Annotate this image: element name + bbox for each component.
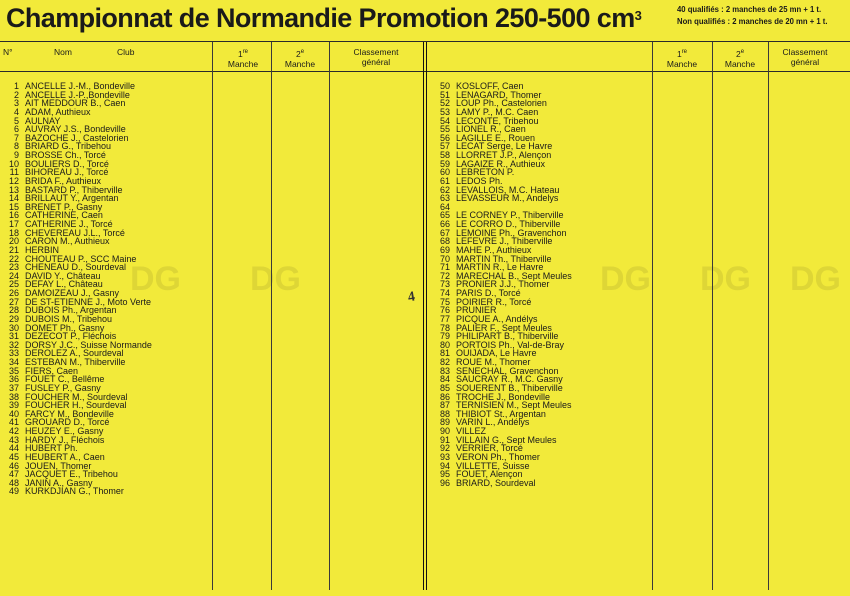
entrant-number: 57	[439, 141, 450, 152]
entrant-name: ROUE M., Thomer	[456, 357, 531, 367]
entrant-row	[5, 487, 210, 496]
entrant-number: 34	[8, 357, 19, 367]
entrant-name: VARIN L., Andélys	[456, 417, 530, 428]
entrant-name: DEROLEZ A., Sourdeval	[25, 348, 124, 359]
entrant-row	[430, 479, 650, 488]
entrant-number: 73	[439, 279, 450, 290]
entrant-list-right	[430, 82, 650, 487]
entrant-number: 87	[439, 400, 450, 411]
entrant-number: 72	[439, 270, 450, 281]
entrant-number: 96	[439, 477, 450, 488]
header-manche-1-num: 1	[237, 48, 243, 59]
entrant-number: 10	[8, 158, 19, 169]
entrant-number: 41	[8, 417, 19, 428]
entrant-name: BRILLAUT Y., Argentan	[25, 193, 119, 204]
qualification-line: Non qualifiés : 2 manches de 20 mn + 1 t.	[677, 15, 828, 26]
entrant-number: 32	[8, 339, 19, 350]
entrant-number: 89	[439, 417, 450, 428]
entrant-number: 78	[439, 322, 450, 333]
entrant-number: 58	[439, 150, 450, 160]
entrant-number: 50	[439, 81, 450, 91]
entrant-number: 29	[8, 313, 19, 324]
center-divider	[426, 42, 427, 590]
entrant-name: BROSSE Ch., Torcé	[25, 150, 106, 160]
entrant-name: MAHE P., Authieux	[456, 244, 532, 255]
entrant-number: 76	[439, 305, 450, 316]
header-no: N°	[3, 47, 13, 57]
entrant-name: LE CORNEY P., Thiberville	[456, 210, 564, 221]
entrant-number: 33	[8, 348, 19, 359]
entrant-name: CHEVEREAU J.L., Torcé	[25, 227, 125, 238]
header-classement-a: Classement	[782, 47, 828, 57]
header-manche-2-sup: e	[300, 49, 305, 55]
entrant-name: LEBRETON P.	[456, 167, 515, 178]
header-classement-right	[770, 47, 840, 67]
entrant-name: JANIN A., Gasny	[25, 477, 93, 488]
entrant-number: 1	[13, 81, 19, 91]
header-manche-1-sup: re	[681, 49, 688, 55]
entrant-number: 5	[13, 115, 19, 126]
entrant-name: CARON M., Authieux	[25, 236, 110, 247]
entrant-name: KOSLOFF, Caen	[456, 81, 524, 91]
header-manche-2-sup: e	[740, 49, 745, 55]
entrant-name: HEUBERT A., Caen	[25, 451, 105, 462]
entrant-number: 66	[439, 219, 450, 229]
entrant-name: AULNAY	[25, 115, 61, 126]
entrant-number: 51	[439, 89, 450, 100]
header-manche-2-label: Manche	[724, 58, 756, 69]
entrant-number: 27	[8, 296, 19, 307]
header-manche-1	[216, 47, 270, 69]
entrant-number: 81	[439, 348, 450, 359]
entrant-name: ADAM, Authieux	[25, 106, 91, 117]
entrant-name: CATHERINE J., Torcé	[25, 219, 113, 229]
entrant-name: DOMET Ph., Gasny	[25, 322, 105, 333]
watermark-text: DG	[600, 260, 651, 298]
entrant-number: 93	[439, 451, 450, 462]
entrant-number: 46	[8, 460, 19, 471]
entrant-name: BRIARD G., Tribehou	[25, 141, 112, 152]
entrant-number: 23	[8, 262, 19, 273]
watermark-text: DG	[130, 260, 181, 298]
entrant-number: 91	[439, 434, 450, 445]
entrant-number: 86	[439, 391, 450, 402]
entrant-name: DAMOIZEAU J., Gasny	[25, 288, 120, 298]
header-classement-b: général	[790, 57, 820, 67]
entrant-number: 25	[8, 279, 19, 290]
entrant-name: PICQUE A., Andélys	[456, 313, 538, 324]
entrant-name: FOUET, Alençon	[456, 469, 523, 480]
header-top-rule	[0, 41, 850, 42]
header-manche-1-right	[655, 47, 709, 69]
entrant-number: 75	[439, 296, 450, 307]
entrant-number: 39	[8, 400, 19, 411]
entrant-number: 62	[439, 184, 450, 195]
entrant-number: 74	[439, 288, 450, 298]
entrant-number: 79	[439, 331, 450, 342]
entrant-number: 45	[8, 451, 19, 462]
entrant-number: 53	[439, 106, 450, 117]
entrant-name: VERON Ph., Thomer	[456, 451, 540, 462]
column-divider	[212, 42, 213, 590]
entrant-number: 90	[439, 426, 450, 436]
entrant-number: 48	[8, 477, 19, 488]
entrant-number: 18	[8, 227, 19, 238]
entrant-number: 47	[8, 469, 19, 480]
column-divider	[271, 42, 272, 590]
entrant-name: HUBERT Ph.	[25, 443, 78, 454]
entrant-number: 67	[439, 227, 450, 238]
entrant-name: DUBOIS M., Tribehou	[25, 313, 113, 324]
entrant-number: 92	[439, 443, 450, 454]
entrant-name: VILLETTE, Suisse	[456, 460, 530, 471]
header-manche-1-label: Manche	[227, 58, 259, 69]
entrant-number: 71	[439, 262, 450, 273]
header-manche-1-label: Manche	[666, 58, 698, 69]
header-manche-2	[273, 47, 327, 69]
entrant-name: VERRIER, Torcé	[456, 443, 523, 454]
entrant-number: 52	[439, 98, 450, 109]
entrant-list-left	[5, 82, 210, 496]
entrant-number: 28	[8, 305, 19, 316]
entrant-number: 84	[439, 374, 450, 385]
handwritten-mark: 4	[406, 289, 417, 306]
header-manche-1-sup: re	[242, 49, 249, 55]
entrant-name: DE ST-ETIENNE J., Moto Verte	[25, 296, 152, 307]
entrant-number: 8	[13, 141, 19, 152]
entrant-name: POIRIER R., Torcé	[456, 296, 532, 307]
entrant-name: MARTIN Th., Thiberville	[456, 253, 552, 264]
watermark-text: DG	[790, 260, 841, 298]
entrant-name: ANCELLE J.-M., Bondeville	[25, 81, 136, 91]
entrant-name: LEFEVRE J., Thiberville	[456, 236, 553, 247]
entrant-number: 88	[439, 408, 450, 419]
entrant-number: 6	[13, 124, 19, 135]
entrant-name: LENAGARD, Thomer	[456, 89, 542, 100]
entrant-name: GROUARD D., Torcé	[25, 417, 110, 428]
entrant-name: ESTEBAN M., Thiberville	[25, 357, 126, 367]
entrant-number: 16	[8, 210, 19, 221]
entrant-name: OUIJADA, Le Havre	[456, 348, 537, 359]
header-club: Club	[117, 47, 135, 57]
entrant-number: 44	[8, 443, 19, 454]
entrant-number: 42	[8, 426, 19, 436]
entrant-name: LEDOS Ph.	[456, 175, 503, 186]
entrant-name: VILLEZ	[456, 426, 487, 436]
entrant-row	[430, 194, 650, 203]
page-title	[6, 3, 641, 33]
entrant-name: LEVALLOIS, M.C. Hateau	[456, 184, 560, 195]
header-bottom-rule	[0, 71, 850, 72]
entrant-number: 69	[439, 244, 450, 255]
entrant-number: 24	[8, 270, 19, 281]
column-divider	[712, 42, 713, 590]
entrant-name: LECONTE, Tribehou	[456, 115, 539, 126]
entrant-name: CHOUTEAU P., SCC Maine	[25, 253, 137, 264]
entrant-name: LAGILLE E., Rouen	[456, 132, 536, 143]
entrant-name: DEFAY L., Château	[25, 279, 103, 290]
entrant-number: 9	[13, 150, 19, 160]
entrant-name: KURKDJIAN G., Thomer	[25, 486, 124, 497]
entrant-number: 31	[8, 331, 19, 342]
entrant-name: VILLAIN G., Sept Meules	[456, 434, 557, 445]
entrant-name: BRENET P., Gasny	[25, 201, 103, 212]
entrant-number: 13	[8, 184, 19, 195]
entrant-name: AIT MEDDOUR B., Caen	[25, 98, 126, 109]
entrant-number: 4	[13, 106, 19, 117]
entrant-number: 38	[8, 391, 19, 402]
entrant-number: 85	[439, 382, 450, 393]
entrant-number: 82	[439, 357, 450, 367]
entrant-name: BRIDA F., Authieux	[25, 175, 102, 186]
watermark-text: DG	[700, 260, 751, 298]
entrant-number: 35	[8, 365, 19, 376]
entrant-name: FUSLEY P., Gasny	[25, 382, 101, 393]
entrant-name: AUVRAY J.S., Bondeville	[25, 124, 126, 135]
entrant-number: 56	[439, 132, 450, 143]
entrant-name: LAMY P., M.C. Caen	[456, 106, 539, 117]
entrant-name: JOUEN, Thomer	[25, 460, 92, 471]
entrant-name: LIONEL R., Caen	[456, 124, 526, 135]
header-manche-2-num: 2	[295, 48, 301, 59]
entrant-number: 55	[439, 124, 450, 135]
entrant-number: 95	[439, 469, 450, 480]
page-title-text: Championnat de Normandie Promotion 250-500 cm	[6, 3, 635, 33]
entrant-name: FIERS, Caen	[25, 365, 79, 376]
entrant-number: 14	[8, 193, 19, 204]
entrant-name: HERBIN	[25, 244, 60, 255]
header-manche-2-right	[713, 47, 767, 69]
watermark-text: DG	[250, 260, 301, 298]
entrant-name: FARCY M., Bondeville	[25, 408, 114, 419]
entrant-name: THIBIOT St., Argentan	[456, 408, 546, 419]
entrant-name: HEUZEY E., Gasny	[25, 426, 104, 436]
entrant-number: 7	[13, 132, 19, 143]
entrant-name: ANCELLE J.-P.,Bondeville	[25, 89, 130, 100]
header-classement	[331, 47, 421, 67]
header-classement-a: Classement	[353, 47, 399, 57]
qualification-note	[677, 4, 828, 27]
title-superscript: 3	[634, 8, 642, 23]
entrant-name: PALIER F., Sept Meules	[456, 322, 552, 333]
entrant-name: TERNISIEN M., Sept Meules	[456, 400, 572, 411]
qualification-line: 40 qualifiés : 2 manches de 25 mn + 1 t.	[677, 4, 822, 14]
entrant-name: PARIS D., Torcé	[456, 288, 521, 298]
header-nom: Nom	[54, 47, 72, 57]
entrant-name: FOUCHER M., Sourdeval	[25, 391, 128, 402]
entrant-number: 20	[8, 236, 19, 247]
entrant-name: LECAT Serge, Le Havre	[456, 141, 553, 152]
entrant-number: 2	[13, 89, 19, 100]
entrant-name: HARDY J., Fléchois	[25, 434, 105, 445]
entrant-number: 80	[439, 339, 450, 350]
entrant-name: PHILIPART B., Thiberville	[456, 331, 559, 342]
entrant-name: BOULIERS D., Torcé	[25, 158, 109, 169]
entrant-number: 12	[8, 175, 19, 186]
entrant-number: 60	[439, 167, 450, 178]
entrant-name: MARECHAL B., Sept Meules	[456, 270, 572, 281]
entrant-name: PRUNIER	[456, 305, 497, 316]
entrant-name: LEVASSEUR M., Andelys	[456, 193, 559, 204]
entrant-number: 70	[439, 253, 450, 264]
entrant-number: 54	[439, 115, 450, 126]
entrant-name: LEMOINE Ph., Gravenchon	[456, 227, 567, 238]
header-manche-2-num: 2	[735, 48, 741, 59]
entrant-name: JACQUET E., Tribehou	[25, 469, 118, 480]
entrant-name: SAUCRAY R., M.C. Gasny	[456, 374, 563, 385]
entrant-number: 83	[439, 365, 450, 376]
column-divider	[329, 42, 330, 590]
entrant-number: 15	[8, 201, 19, 212]
entrant-name: CHENEAU D., Sourdeval	[25, 262, 127, 273]
header-classement-b: général	[361, 57, 391, 67]
column-divider	[768, 42, 769, 590]
entrant-number: 17	[8, 219, 19, 229]
entrant-number: 21	[8, 244, 19, 255]
entrant-number: 37	[8, 382, 19, 393]
entrant-name: DUBOIS Ph., Argentan	[25, 305, 117, 316]
entrant-number: 26	[8, 288, 19, 298]
column-divider	[652, 42, 653, 590]
entrant-name: FOUCHER H., Sourdeval	[25, 400, 127, 411]
entrant-number: 30	[8, 322, 19, 333]
entrant-number: 3	[13, 98, 19, 109]
entrant-name: DORSY J.C., Suisse Normande	[25, 339, 152, 350]
entrant-name: TROCHE J., Bondeville	[456, 391, 551, 402]
entrant-number: 61	[439, 175, 450, 186]
entrant-name: SENECHAL, Gravenchon	[456, 365, 559, 376]
entrant-name: BIHOREAU J., Torcé	[25, 167, 109, 178]
entrant-number: 77	[439, 313, 450, 324]
entrant-number: 40	[8, 408, 19, 419]
entrant-name: BRIARD, Sourdeval	[456, 477, 536, 488]
entrant-name: DEZECOT P., Fléchois	[25, 331, 117, 342]
entrant-number: 64	[439, 201, 450, 212]
entrant-name: CATHERINE, Caen	[25, 210, 103, 221]
header-manche-1-num: 1	[676, 48, 682, 59]
entrant-number: 68	[439, 236, 450, 247]
entrant-name: LAGAIZE R., Authieux	[456, 158, 546, 169]
entrant-name: SOUERENT B., Thiberville	[456, 382, 563, 393]
entrant-name: PRONIER J.J., Thomer	[456, 279, 550, 290]
entrant-name: BASTARD P., Thiberville	[25, 184, 123, 195]
entrant-name: MARTIN R., Le Havre	[456, 262, 544, 273]
entrant-name: LE CORRO D., Thiberville	[456, 219, 561, 229]
header-manche-2-label: Manche	[284, 58, 316, 69]
entrant-number: 94	[439, 460, 450, 471]
entrant-number: 22	[8, 253, 19, 264]
center-divider	[423, 42, 424, 590]
entrant-name: FOUET C., Bellême	[25, 374, 105, 385]
entrant-number: 63	[439, 193, 450, 204]
entrant-number: 49	[8, 486, 19, 497]
entrant-name: PORTOIS Ph., Val-de-Bray	[456, 339, 565, 350]
entrant-number: 59	[439, 158, 450, 169]
entrant-number: 36	[8, 374, 19, 385]
entrant-name: LLORRET J.P., Alençon	[456, 150, 552, 160]
entrant-number: 11	[9, 167, 19, 178]
entrant-name: DAVID Y., Château	[25, 270, 101, 281]
entrant-number: 43	[8, 434, 19, 445]
entrant-number: 65	[439, 210, 450, 221]
entrant-name: BAZOCHE J., Castelorien	[25, 132, 129, 143]
entrant-name: LOUP Ph., Castelorien	[456, 98, 547, 109]
